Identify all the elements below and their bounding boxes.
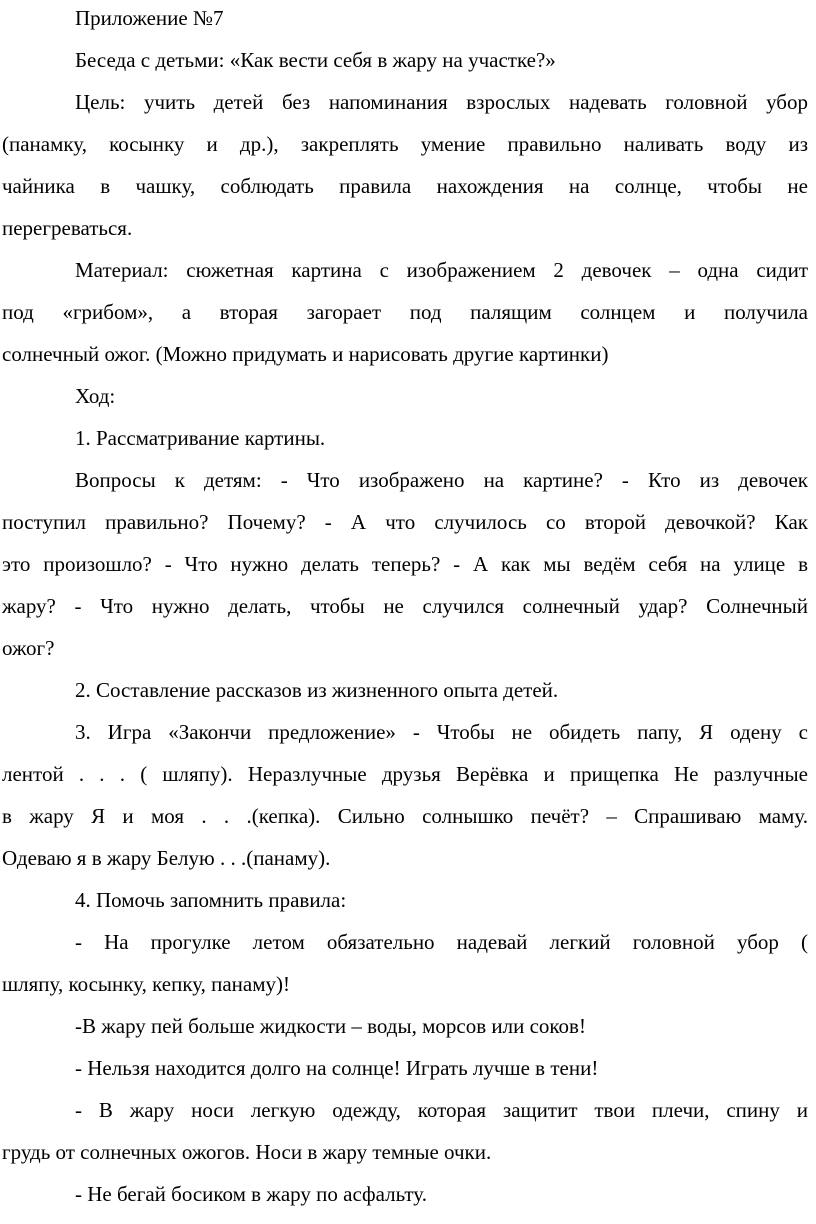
rule-2: -В жару пей больше жидкости – воды, морсов или соков! <box>75 1014 586 1038</box>
rule-4-line-1: - В жару носи легкую одежду, которая защитит твои плечи, спину и <box>75 1098 808 1122</box>
questions-line-3: это произошло? - Что нужно делать теперь? - А как мы ведём себя на улице в <box>2 552 808 576</box>
step-2: 2. Составление рассказов из жизненного опыта детей. <box>75 678 559 702</box>
rule-4-line-2: грудь от солнечных ожогов. Носи в жару темные очки. <box>2 1140 492 1164</box>
game-line-2: лентой . . . ( шляпу). Неразлучные друзья Верёвка и прищепка Не разлучные <box>2 762 808 786</box>
goal-line-3: чайника в чашку, соблюдать правила нахождения на солнце, чтобы не <box>2 174 808 198</box>
rule-1-line-1: - На прогулке летом обязательно надевай легкий головной убор ( <box>75 930 808 954</box>
goal-line-1: Цель: учить детей без напоминания взрослых надевать головной убор <box>75 90 808 114</box>
game-line-3: в жару Я и моя . . .(кепка). Сильно солнышко печёт? – Спрашиваю маму. <box>2 804 808 828</box>
questions-line-5: ожог? <box>2 636 55 660</box>
material-line-1: Материал: сюжетная картина с изображением 2 девочек – одна сидит <box>75 258 808 282</box>
questions-line-2: поступил правильно? Почему? - А что случилось со второй девочкой? Как <box>2 510 808 534</box>
game-line-1: 3. Игра «Закончи предложение» - Чтобы не обидеть папу, Я одену с <box>75 720 808 744</box>
questions-line-4: жару? - Что нужно делать, чтобы не случился солнечный удар? Солнечный <box>2 594 808 618</box>
procedure-heading: Ход: <box>75 384 116 408</box>
goal-line-2: (панамку, косынку и др.), закреплять умение правильно наливать воду из <box>2 132 808 156</box>
appendix-heading: Приложение №7 <box>75 6 224 30</box>
material-line-3: солнечный ожог. (Можно придумать и нарисовать другие картинки) <box>2 342 609 366</box>
material-line-2: под «грибом», а вторая загорает под палящим солнцем и получила <box>2 300 808 324</box>
step-1: 1. Рассматривание картины. <box>75 426 326 450</box>
rule-3: - Нельзя находится долго на солнце! Играть лучше в тени! <box>75 1056 599 1080</box>
questions-line-1: Вопросы к детям: - Что изображено на картине? - Кто из девочек <box>75 468 808 492</box>
goal-line-4: перегреваться. <box>2 216 133 240</box>
rule-1-line-2: шляпу, косынку, кепку, панаму)! <box>2 972 291 996</box>
conversation-title: Беседа с детьми: «Как вести себя в жару на участке?» <box>75 48 556 72</box>
rule-5: - Не бегай босиком в жару по асфальту. <box>75 1182 427 1206</box>
step-4: 4. Помочь запомнить правила: <box>75 888 347 912</box>
game-line-4: Одеваю я в жару Белую . . .(панаму). <box>2 846 331 870</box>
